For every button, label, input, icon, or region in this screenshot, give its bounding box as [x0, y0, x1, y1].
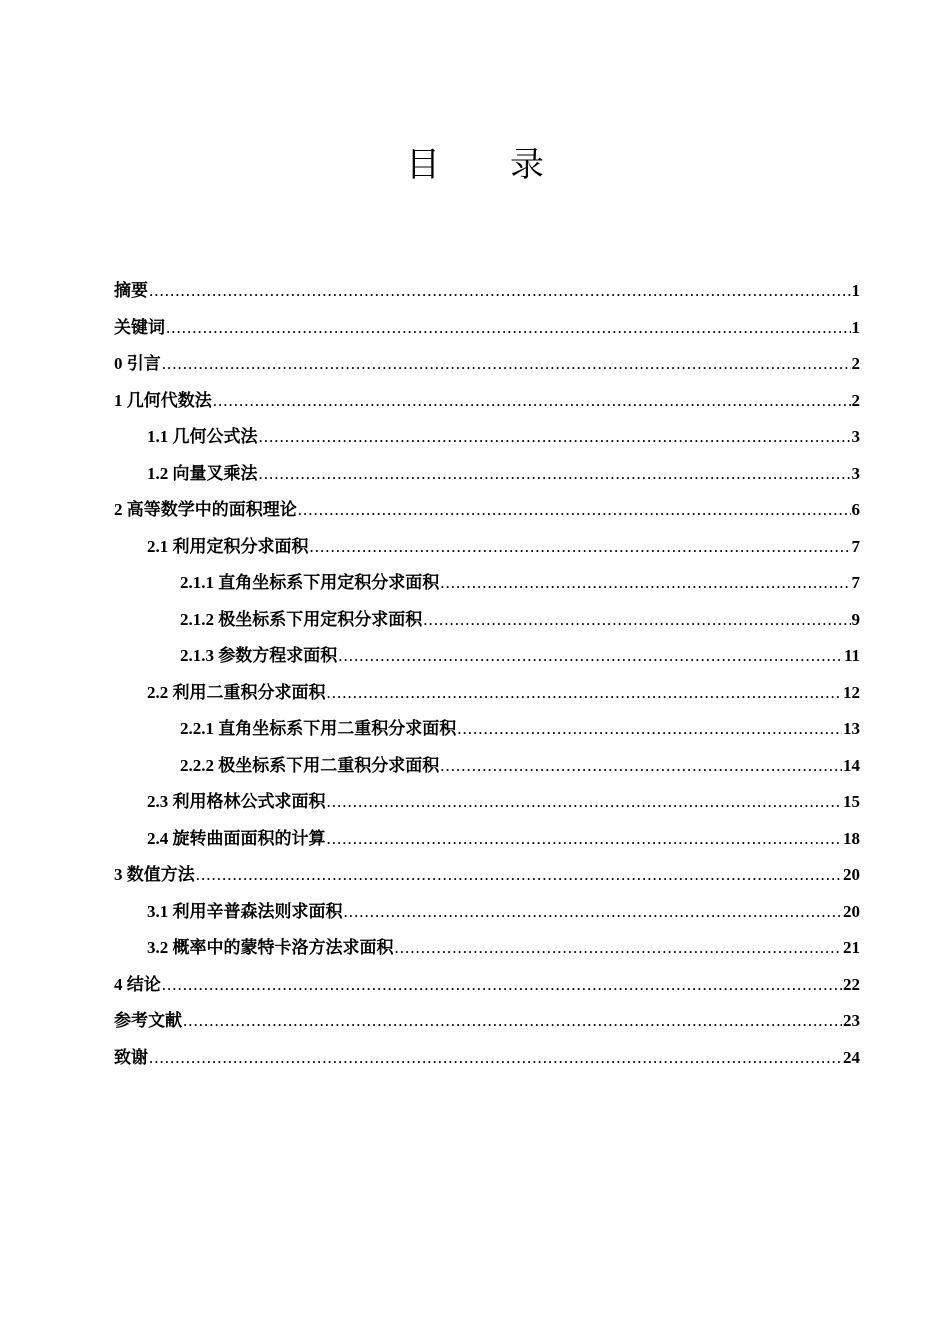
toc-dot-leader	[344, 894, 843, 931]
toc-entry[interactable]	[114, 346, 860, 383]
toc-entry-label: 关键词	[114, 317, 165, 337]
toc-entry[interactable]	[114, 1003, 860, 1040]
toc-dot-leader	[183, 1003, 842, 1040]
toc-entry-page-number: 13	[843, 719, 860, 738]
toc-entry[interactable]	[114, 492, 860, 529]
toc-entry-page-number: 20	[843, 865, 860, 884]
toc-entry[interactable]	[114, 1040, 860, 1077]
toc-entry[interactable]	[114, 784, 860, 821]
toc-entry-label: 2.4 旋转曲面面积的计算	[147, 828, 326, 848]
toc-dot-leader	[395, 930, 843, 967]
toc-entry[interactable]	[114, 857, 860, 894]
toc-dot-leader	[440, 565, 850, 602]
toc-entry-label: 1.1 几何公式法	[147, 427, 258, 446]
toc-entry[interactable]	[114, 273, 860, 310]
toc-entry-page-number: 14	[843, 755, 860, 775]
toc-entry-page-number: 7	[851, 573, 860, 592]
toc-dot-leader	[162, 346, 851, 383]
toc-entry[interactable]	[114, 638, 860, 675]
toc-entry-label: 2 高等数学中的面积理论	[114, 500, 297, 519]
toc-dot-leader	[310, 529, 851, 566]
toc-entry-label: 1.2 向量叉乘法	[147, 463, 258, 483]
toc-entry-page-number: 1	[851, 281, 860, 300]
toc-entry[interactable]	[114, 967, 860, 1004]
toc-entry-page-number: 20	[843, 901, 860, 921]
toc-entry[interactable]	[114, 675, 860, 712]
title-char-2: 录	[510, 145, 544, 185]
toc-entry-page-number: 7	[851, 536, 860, 556]
toc-entry-label: 3.2 概率中的蒙特卡洛方法求面积	[147, 938, 394, 957]
toc-entry[interactable]	[114, 456, 860, 493]
toc-entry[interactable]	[114, 602, 860, 639]
toc-dot-leader	[457, 711, 842, 748]
toc-entry-page-number: 3	[851, 427, 860, 446]
toc-dot-leader	[259, 456, 851, 493]
toc-dot-leader	[213, 383, 851, 420]
toc-entry-label: 参考文献	[114, 1011, 182, 1030]
toc-entry-page-number: 22	[843, 974, 860, 994]
toc-entry-page-number: 23	[843, 1011, 860, 1030]
toc-entry-label: 摘要	[114, 281, 148, 300]
toc-entry-page-number: 11	[843, 646, 860, 665]
toc-entry-page-number: 21	[843, 938, 860, 957]
toc-dot-leader	[440, 748, 842, 785]
toc-entry[interactable]	[114, 930, 860, 967]
toc-entry-page-number: 9	[851, 609, 860, 629]
toc-entry-page-number: 2	[851, 390, 860, 410]
table-of-contents	[114, 273, 860, 1076]
toc-dot-leader	[327, 784, 843, 821]
toc-entry-label: 致谢	[114, 1047, 148, 1067]
toc-dot-leader	[149, 273, 851, 310]
toc-entry-label: 2.2.2 极坐标系下用二重积分求面积	[180, 755, 440, 775]
toc-entry-label: 2.3 利用格林公式求面积	[147, 792, 326, 811]
toc-entry[interactable]	[114, 711, 860, 748]
toc-dot-leader	[196, 857, 842, 894]
toc-dot-leader	[149, 1040, 842, 1077]
toc-entry-page-number: 2	[851, 354, 860, 373]
page-title	[0, 140, 950, 190]
toc-dot-leader	[298, 492, 851, 529]
toc-entry[interactable]	[114, 748, 860, 785]
toc-entry-label: 0 引言	[114, 354, 161, 373]
toc-entry-page-number: 24	[843, 1047, 860, 1067]
toc-entry-label: 2.1.3 参数方程求面积	[180, 646, 338, 665]
toc-entry-page-number: 1	[851, 317, 860, 337]
toc-entry-label: 2.2.1 直角坐标系下用二重积分求面积	[180, 719, 457, 738]
toc-entry-label: 3 数值方法	[114, 865, 195, 884]
toc-dot-leader	[327, 675, 843, 712]
toc-dot-leader	[423, 602, 850, 639]
toc-entry[interactable]	[114, 529, 860, 566]
toc-dot-leader	[259, 419, 851, 456]
toc-entry-label: 4 结论	[114, 974, 161, 994]
toc-entry[interactable]	[114, 821, 860, 858]
toc-dot-leader	[327, 821, 843, 858]
toc-entry-label: 3.1 利用辛普森法则求面积	[147, 901, 343, 921]
toc-entry-label: 2.1.1 直角坐标系下用定积分求面积	[180, 573, 440, 592]
toc-entry-label: 2.2 利用二重积分求面积	[147, 682, 326, 702]
toc-entry-page-number: 6	[851, 500, 860, 519]
toc-dot-leader	[166, 310, 851, 347]
toc-entry[interactable]	[114, 894, 860, 931]
toc-entry-page-number: 12	[843, 682, 860, 702]
toc-entry-label: 2.1 利用定积分求面积	[147, 536, 309, 556]
toc-entry-page-number: 3	[851, 463, 860, 483]
title-char-1: 目	[406, 145, 440, 185]
toc-entry-page-number: 18	[843, 828, 860, 848]
toc-entry-label: 1 几何代数法	[114, 390, 212, 410]
toc-entry[interactable]	[114, 383, 860, 420]
toc-entry[interactable]	[114, 565, 860, 602]
toc-dot-leader	[338, 638, 843, 675]
toc-dot-leader	[162, 967, 842, 1004]
toc-entry-label: 2.1.2 极坐标系下用定积分求面积	[180, 609, 423, 629]
toc-entry[interactable]	[114, 419, 860, 456]
toc-entry-page-number: 15	[843, 792, 860, 811]
toc-entry[interactable]	[114, 310, 860, 347]
